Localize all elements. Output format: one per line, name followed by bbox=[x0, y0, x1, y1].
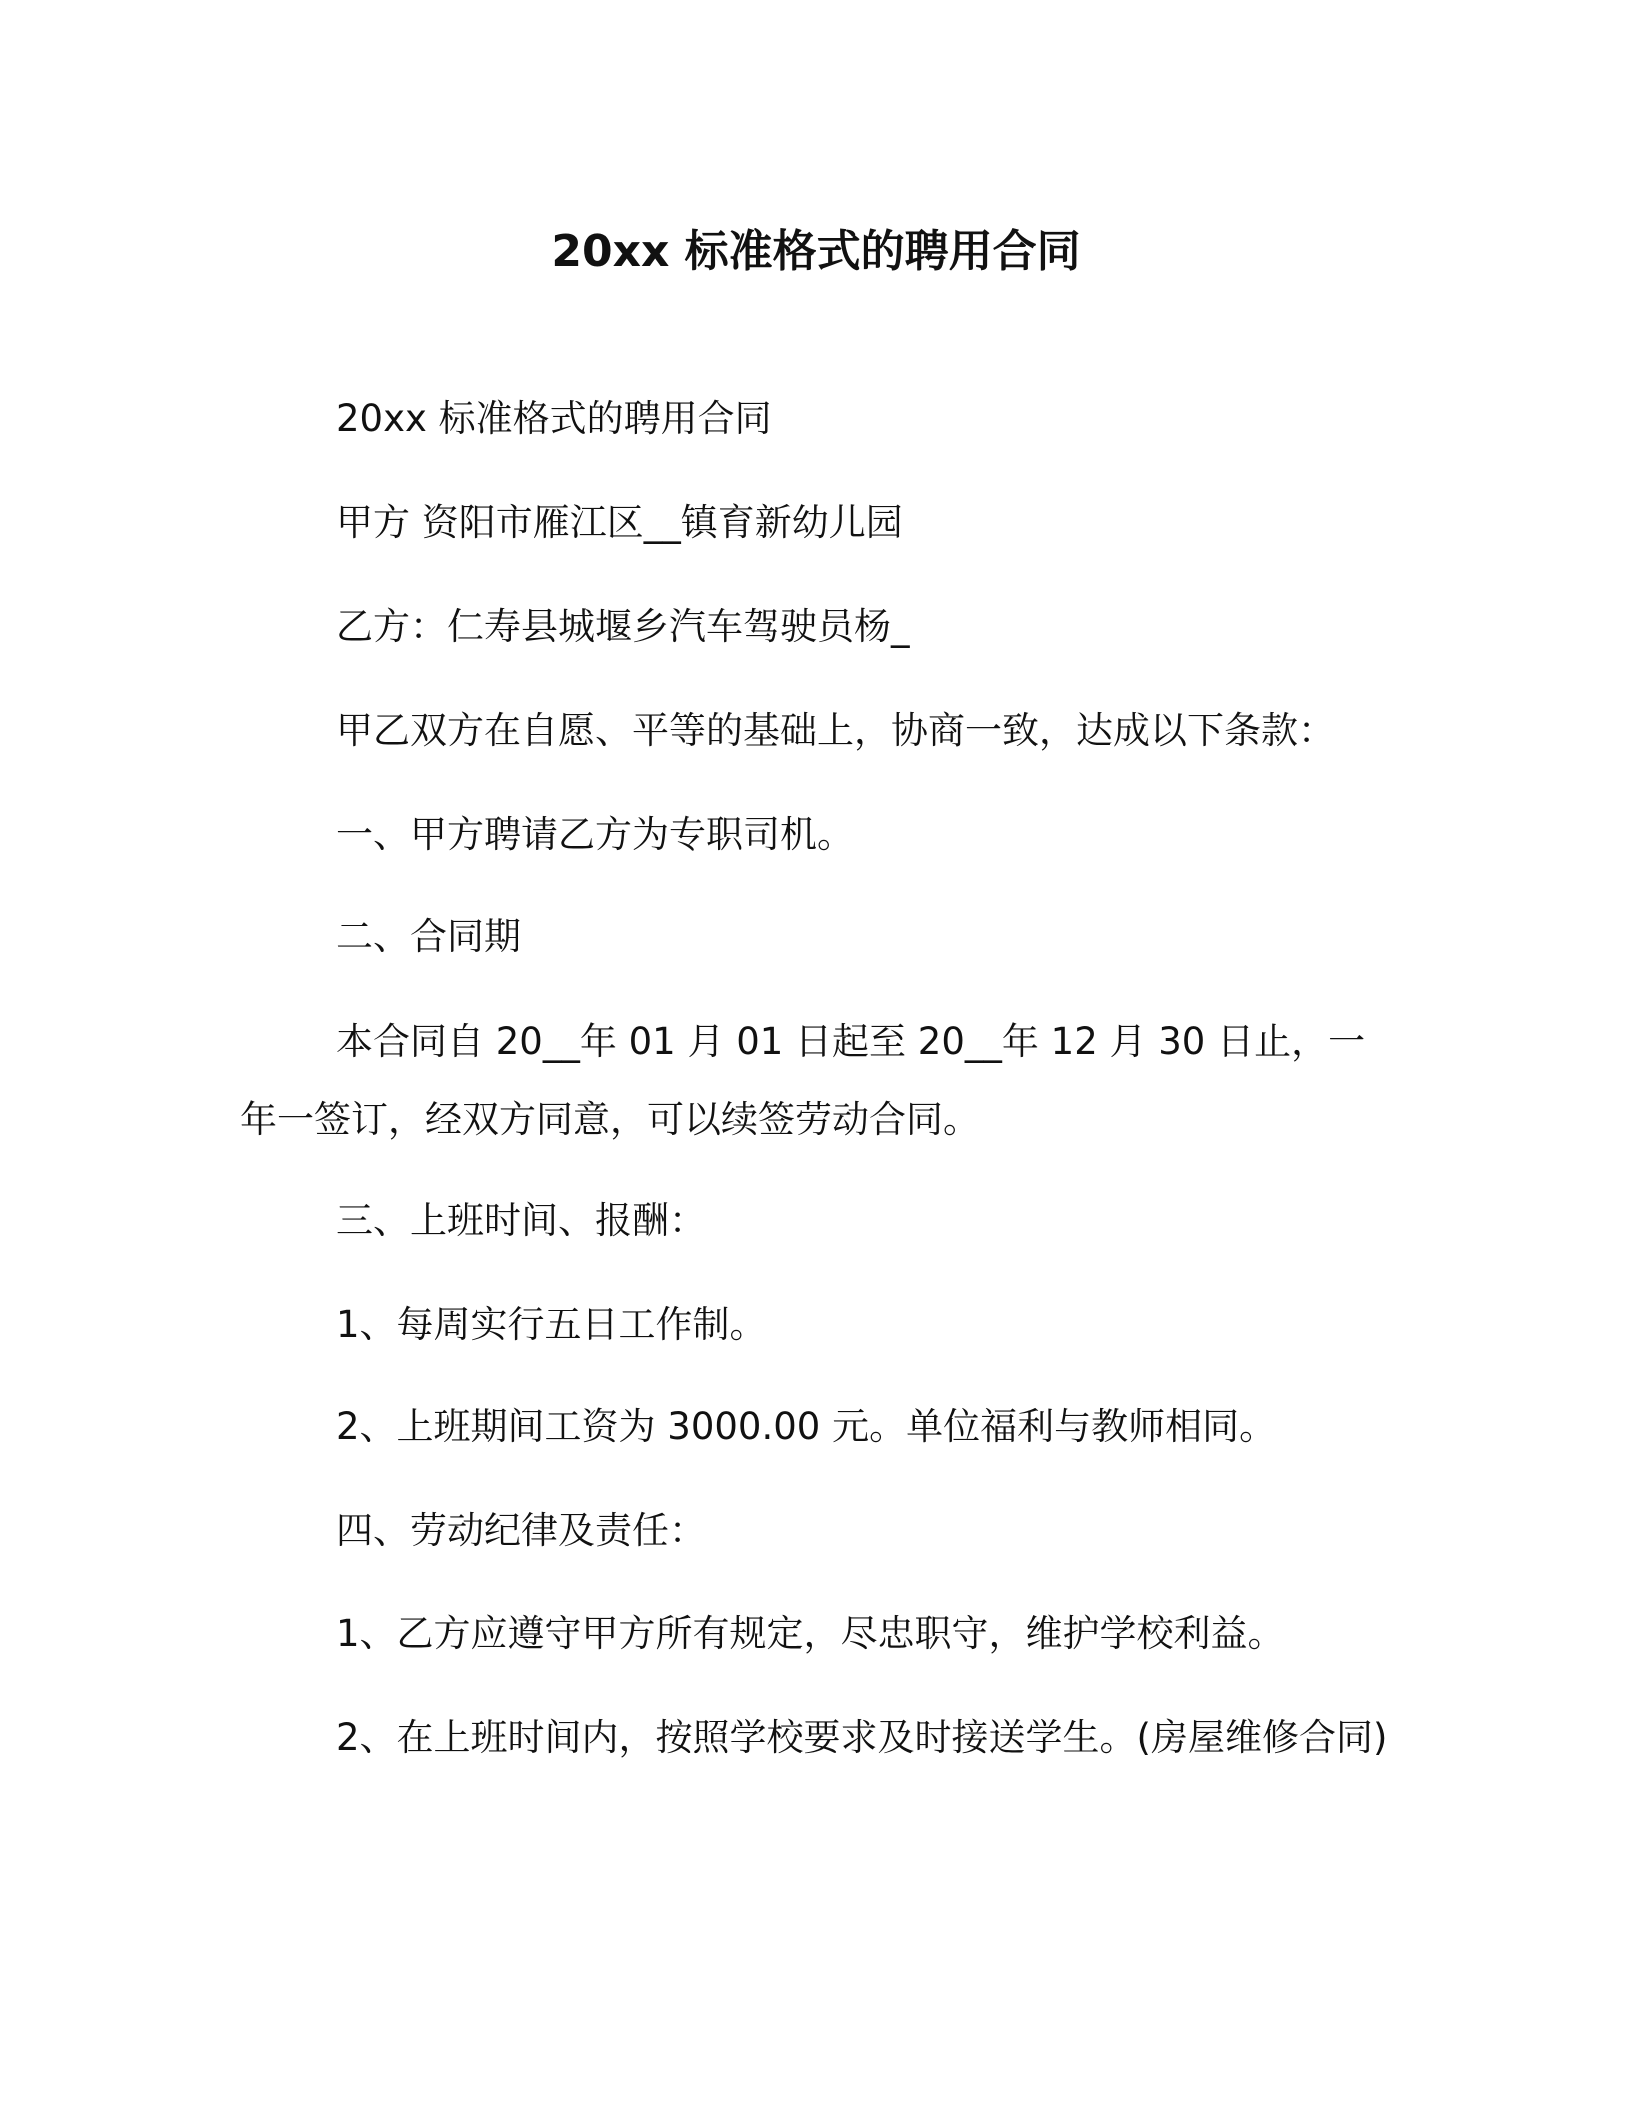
paragraph-subtitle: 20xx 标准格式的聘用合同 bbox=[336, 397, 772, 440]
paragraph-clause-4-heading: 四、劳动纪律及责任： bbox=[336, 1509, 706, 1552]
paragraph-clause-4-item-2: 2、在上班时间内，按照学校要求及时接送学生。(房屋维修合同) bbox=[336, 1716, 1388, 1759]
document-title: 20xx 标准格式的聘用合同 bbox=[551, 226, 1081, 277]
paragraph-contract-period: 本合同自 20__年 01 月 01 日起至 20__年 12 月 30 日止，一年一签订，经双方同意，可以续签劳动合同。 bbox=[240, 1020, 1366, 1141]
paragraph-clause-3-heading: 三、上班时间、报酬： bbox=[336, 1199, 706, 1242]
paragraph-party-b: 乙方：仁寿县城堰乡汽车驾驶员杨_ bbox=[336, 605, 910, 648]
paragraph-agreement-intro: 甲乙双方在自愿、平等的基础上，协商一致，达成以下条款： bbox=[336, 709, 1335, 752]
paragraph-clause-1: 一、甲方聘请乙方为专职司机。 bbox=[336, 813, 854, 856]
paragraph-clause-3-item-1: 1、每周实行五日工作制。 bbox=[336, 1303, 767, 1346]
paragraph-clause-2-heading: 二、合同期 bbox=[336, 915, 521, 958]
paragraph-clause-4-item-1: 1、乙方应遵守甲方所有规定，尽忠职守，维护学校利益。 bbox=[336, 1612, 1285, 1655]
paragraph-clause-3-item-2: 2、上班期间工资为 3000.00 元。单位福利与教师相同。 bbox=[336, 1405, 1277, 1448]
paragraph-party-a: 甲方 资阳市雁江区__镇育新幼儿园 bbox=[336, 501, 903, 544]
